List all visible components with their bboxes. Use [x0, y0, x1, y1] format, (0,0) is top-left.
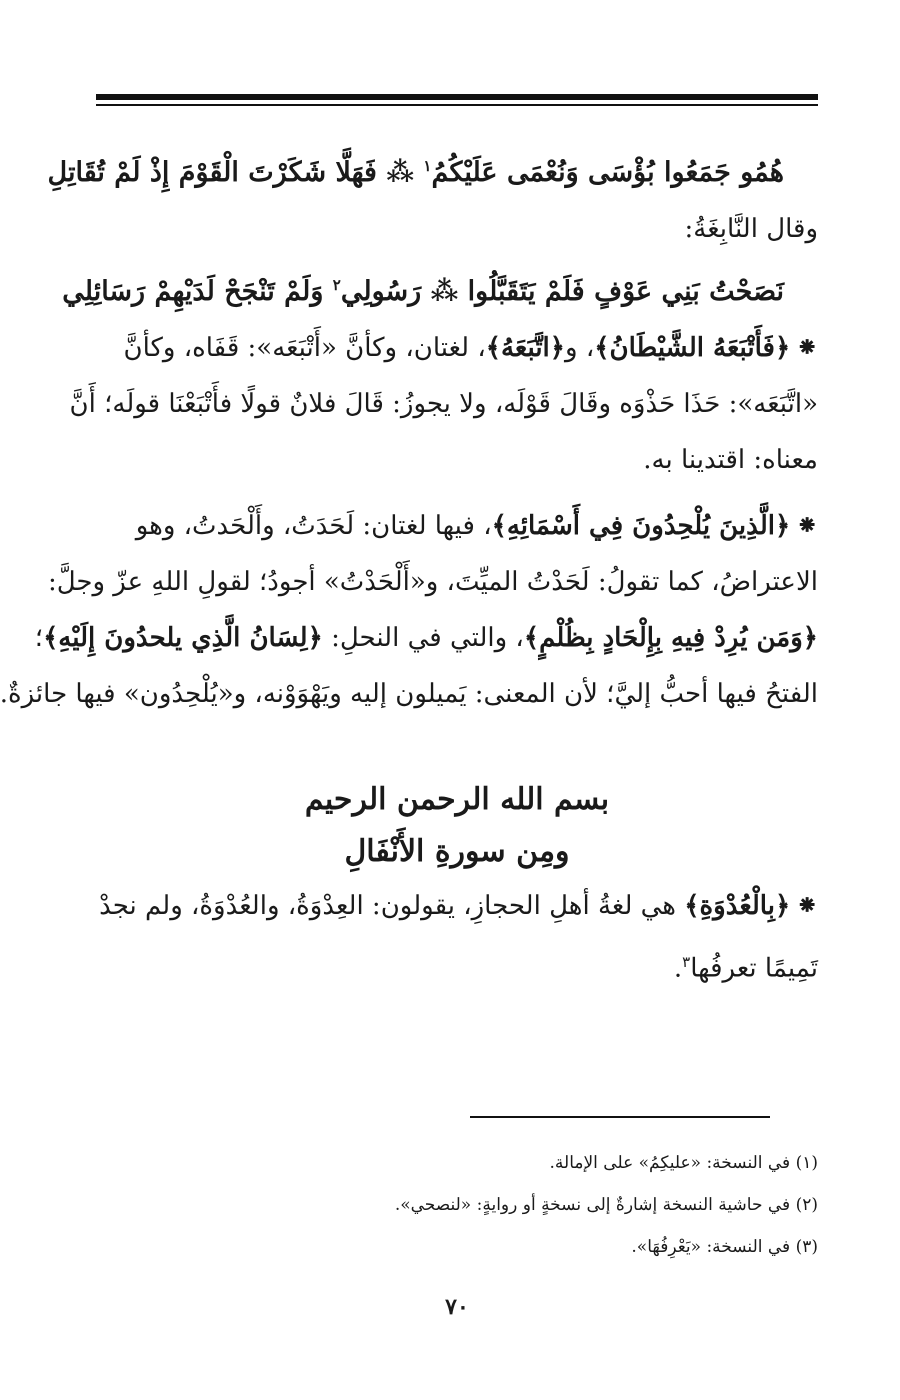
paragraph-1-line-2: «اتَّبَعَه»: حَذَا حَذْوَه وقَالَ قَوْلَه، ولا يجوزُ: قَالَ فلانٌ قولًا فأَتْبَعْنَا قولَه؛ أَنَّ	[69, 389, 818, 419]
intro-nabigha: وقال النَّابِغَةُ:	[684, 214, 818, 244]
header-rule-thin	[96, 104, 818, 106]
text-run: ، لغتان، وكأنَّ «أَتْبَعَه»: قَفَاه، وكأنَّ	[123, 333, 486, 363]
paragraph-3-line-2	[96, 934, 818, 997]
footnote-marker-3: ٣	[682, 953, 691, 971]
verse-separator-icon: ⁂	[430, 276, 459, 307]
page-number: ٧٠	[445, 1294, 469, 1320]
verse-1-hemistich-b: فَهَلَّا شَكَرْتَ الْقَوْمَ إِذْ لَمْ تُقَاتِلِ	[47, 157, 377, 188]
footnote-marker-2: ٢	[332, 276, 341, 294]
quran-quote: ﴿فَأَتْبَعَهُ الشَّيْطَانُ﴾	[594, 333, 791, 363]
quran-quote: ﴿وَمَن يُرِدْ فِيهِ بِإِلْحَادٍ بِظُلْمٍ﴾	[523, 623, 818, 653]
footnote-1: (١) في النسخة: «عليكِمُ» على الإمالة.	[549, 1153, 818, 1173]
header-rule-thick	[96, 94, 818, 100]
paragraph-2-line-2: الاعتراضُ، كما تقولُ: لَحَدْتُ الميِّتَ، و«أَلْحَدْتُ» أجودُ؛ لقولِ اللهِ عزّ وجلَّ:	[47, 567, 818, 597]
spacer	[96, 722, 818, 774]
poetry-verse-2	[62, 257, 818, 320]
verse-2-word: رَسُولِي	[340, 276, 422, 307]
footnote-rule	[470, 1116, 770, 1118]
text-run: هي لغةُ أهلِ الحجازِ، يقولون: العِدْوَةُ، والعُدْوَةُ، ولم نجدْ	[99, 891, 677, 921]
verse-1-hemistich-a: هُمُو جَمَعُوا بُؤْسَى وَنُعْمَى عَلَيْكُمُ	[431, 157, 784, 188]
entry-star-icon: ⁕	[796, 891, 818, 921]
paragraph-3-line-1	[96, 878, 818, 934]
entry-star-icon: ⁕	[796, 511, 818, 541]
paragraph-2-line-4: الفتحُ فيها أحبُّ إليَّ؛ لأن المعنى: يَميلون إليه ويَهْوَوْنه، و«يُلْحِدُون» فيها جائزةٌ.	[0, 679, 818, 709]
paragraph-2-line-3	[34, 610, 818, 666]
footnote-2: (٢) في حاشية النسخة إشارةٌ إلى نسخةٍ أو روايةٍ: «لنصحي».	[394, 1195, 818, 1215]
paragraph-1-line-1	[96, 320, 818, 376]
quran-quote: ﴿لِسَانُ الَّذِي يلحدُونَ إِلَيْهِ﴾	[43, 623, 323, 653]
text-run: ، والتي في النحلِ:	[322, 623, 524, 653]
paragraph-2-line-1	[96, 498, 818, 554]
footnote-3: (٣) في النسخة: «يَعْرِفُهَا».	[631, 1237, 818, 1257]
basmala-heading: بسم الله الرحمن الرحيم	[304, 782, 610, 817]
quran-quote: ﴿الَّذِينَ يُلْحِدُونَ فِي أَسْمَائِهِ﴾	[491, 511, 791, 541]
poetry-verse-1	[47, 138, 818, 201]
text-run: ؛	[34, 623, 44, 653]
quran-quote: ﴿اتَّبَعَهُ﴾	[485, 333, 566, 363]
footnotes	[96, 1142, 818, 1268]
text-run: ، و	[565, 333, 595, 363]
text-run: تَمِيمًا تعرفُها	[690, 953, 818, 984]
verse-separator-icon: ⁂	[386, 157, 414, 188]
footnote-marker-1: ١	[423, 157, 432, 175]
verse-2-hemistich-b: وَلَمْ تَنْجَحْ لَدَيْهِمْ رَسَائِلِي	[62, 276, 324, 307]
entry-star-icon: ⁕	[796, 333, 818, 363]
text-run: ، فيها لغتان: لَحَدَتُ، وأَلْحَدتُ، وهو	[135, 511, 492, 541]
main-text	[0, 138, 818, 997]
text-run: .	[673, 953, 683, 984]
verse-2-hemistich-a: نَصَحْتُ بَنِي عَوْفٍ فَلَمْ يَتَقَبَّلُوا	[467, 276, 784, 307]
spacer	[96, 488, 818, 498]
paragraph-1-line-3: معناه: اقتدينا به.	[643, 445, 818, 475]
quran-quote: ﴿بِالْعُدْوَةِ﴾	[684, 891, 791, 921]
surah-title: ومِن سورةِ الأَنْفَالِ	[344, 834, 570, 869]
